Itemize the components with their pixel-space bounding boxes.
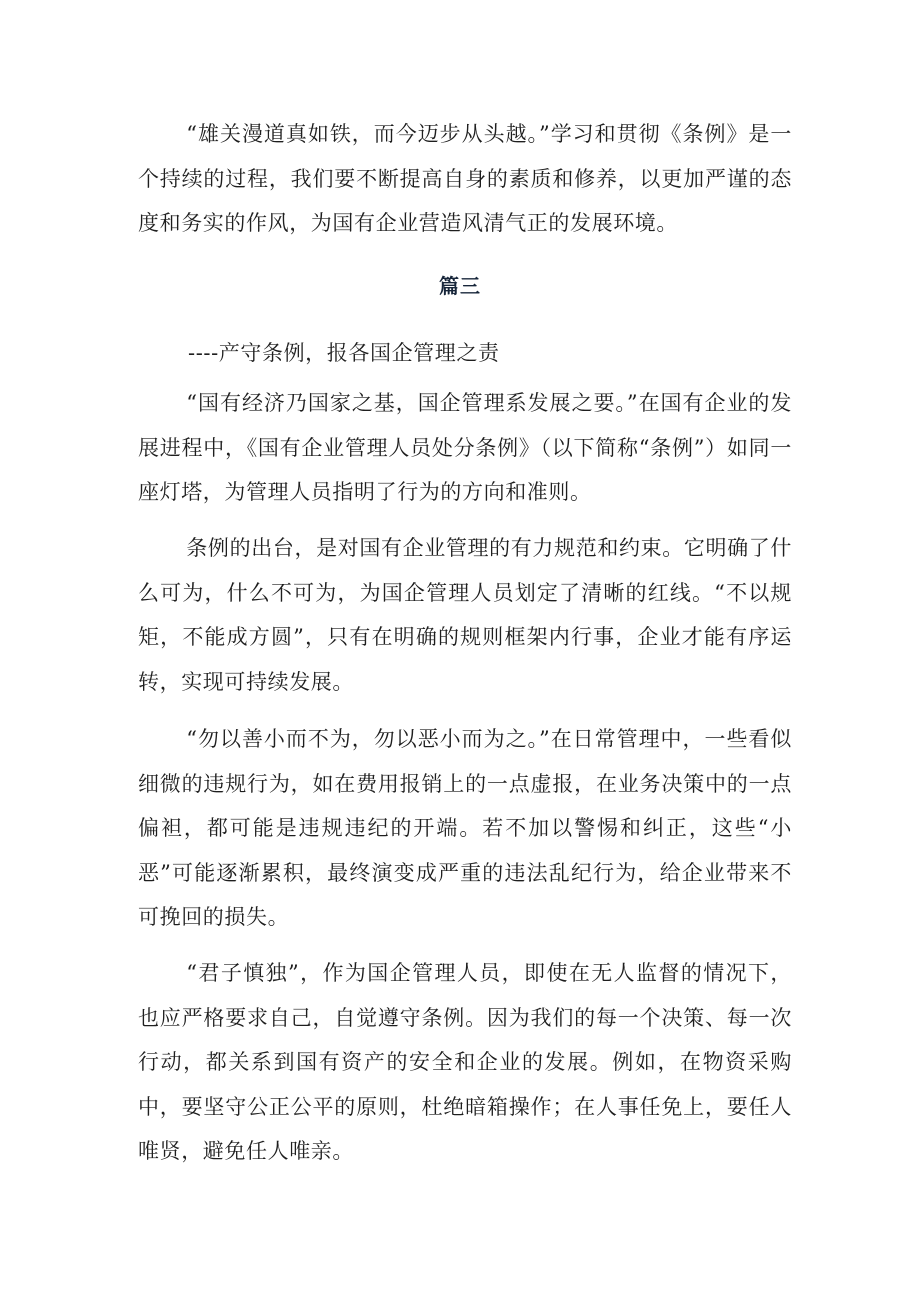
- section-heading: 篇三: [439, 274, 481, 298]
- body-paragraph-4: “君子慎独”，作为国企管理人员，即使在无人监督的情况下，也应严格要求自己，自觉遵守条例。因为我们的每一个决策、每一次行动，都关系到国有资产的安全和企业的发展。例如，在物资采购中，要坚守公正公平的原则，杜绝暗箱操作；在人事任免上，要任人唯贤，避免任人唯亲。: [138, 961, 792, 1163]
- intro-paragraph: “雄关漫道真如铁，而今迈步从头越。”学习和贯彻《条例》是一个持续的过程，我们要不断提高自身的素质和修养，以更加严谨的态度和务实的作风，为国有企业营造风清气正的发展环境。: [138, 122, 792, 235]
- body-paragraph-3: “勿以善小而不为，勿以恶小而为之。”在日常管理中，一些看似细微的违规行为，如在费用报销上的一点虚报，在业务决策中的一点偏袒，都可能是违规违纪的开端。若不加以警惕和纠正，这些“小恶”可能逐渐累积，最终演变成严重的违法乱纪行为，给企业带来不可挽回的损失。: [138, 727, 792, 929]
- body-paragraph-1: “国有经济乃国家之基，国企管理系发展之要。”在国有企业的发展进程中，《国有企业管理人员处分条例》（以下简称“条例”）如同一座灯塔，为管理人员指明了行为的方向和准则。: [138, 391, 792, 504]
- section-subtitle: ----产守条例，报各国企管理之责: [188, 341, 500, 365]
- body-paragraph-2: 条例的出台，是对国有企业管理的有力规范和约束。它明确了什么可为，什么不可为，为国企管理人员划定了清晰的红线。“不以规矩，不能成方圆”，只有在明确的规则框架内行事，企业才能有序运转，实现可持续发展。: [138, 536, 792, 694]
